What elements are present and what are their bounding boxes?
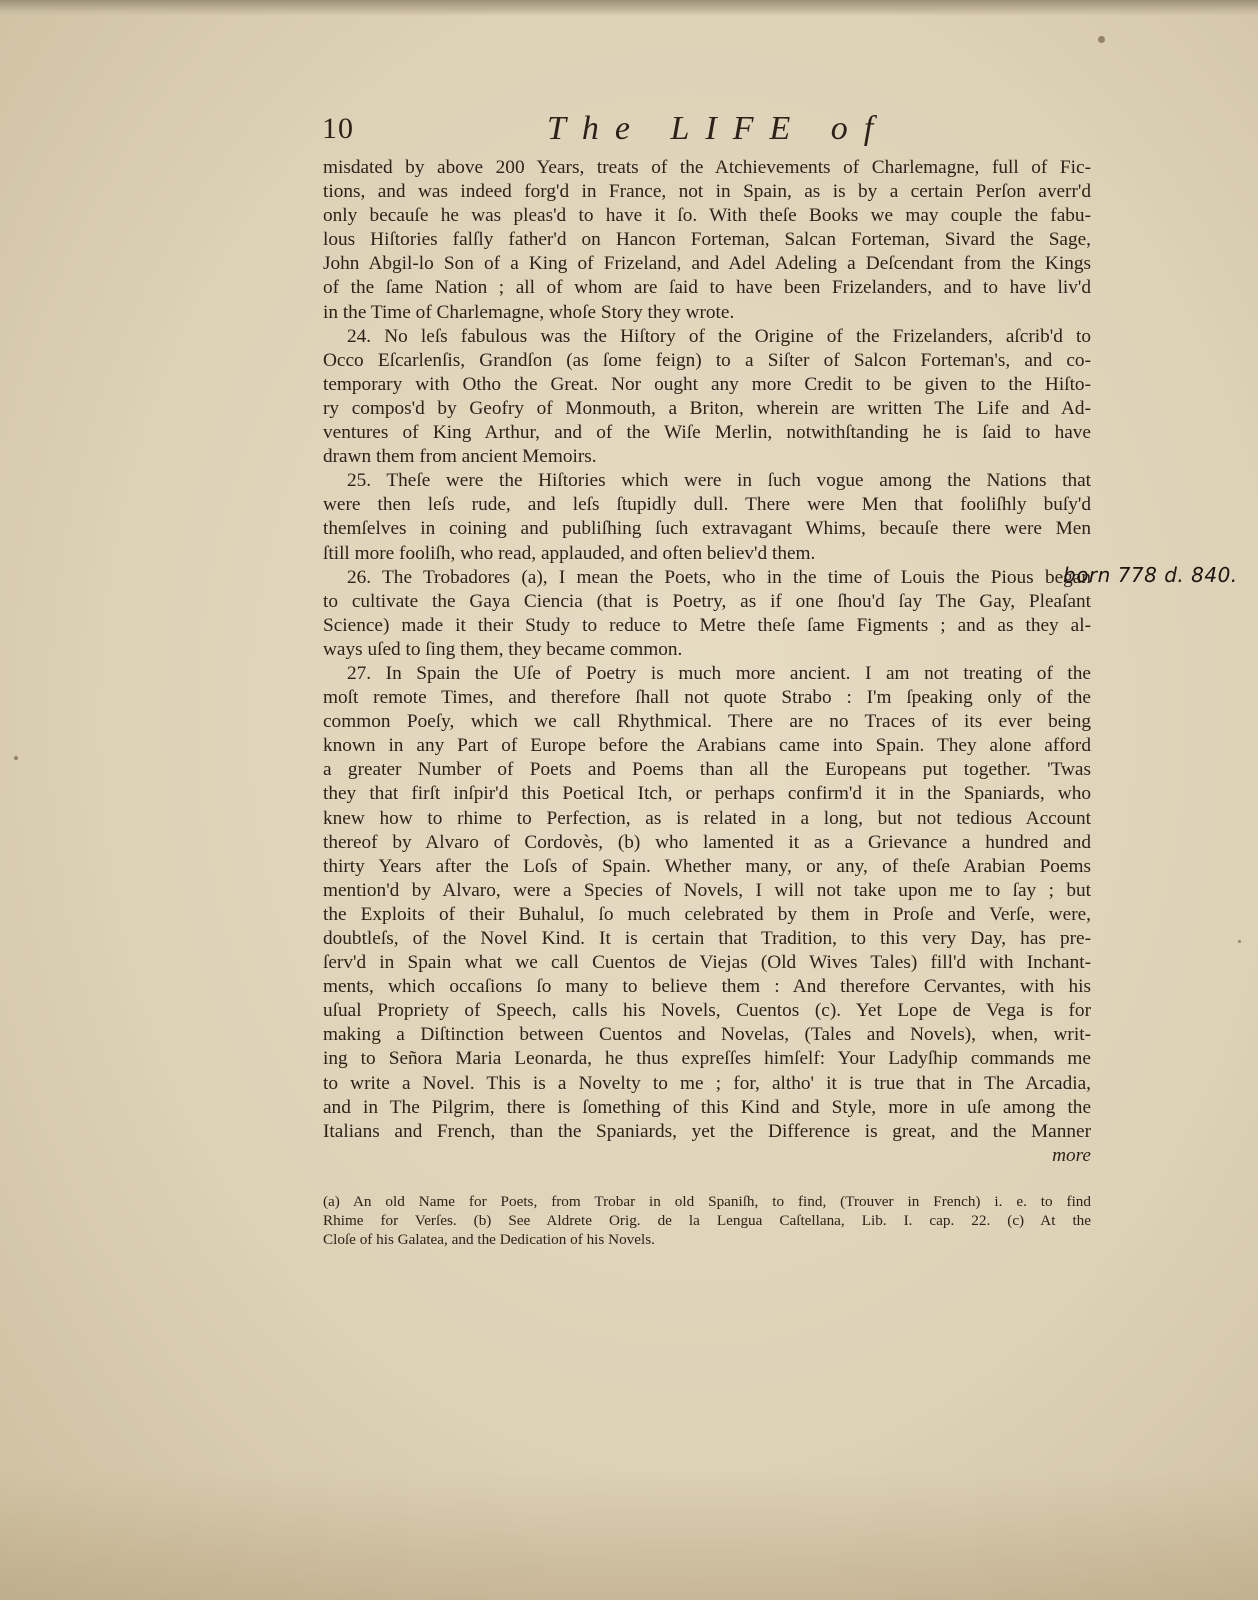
text-line: to cultivate the Gaya Ciencia (that is Poetry, as if one ſhou'd ſay The Gay, Pleaſant <box>323 590 1091 612</box>
text-line: Occo Eſcarlenſis, Grandſon (as ſome feign) to a Siſter of Salcon Forteman's, and co- <box>323 349 1091 371</box>
text-line: were then leſs rude, and leſs ſtupidly dull. There were Men that fooliſhly buſy'd <box>323 494 1091 516</box>
footnote-line: Cloſe of his Galatea, and the Dedication of his Novels. <box>323 1231 655 1248</box>
footnote-line: Rhime for Verſes. (b) See Aldrete Orig. de la Lengua Caſtellana, Lib. I. cap. 22. (c) At the <box>323 1212 1091 1229</box>
text-line: ſtill more fooliſh, who read, applauded, and often believ'd them. <box>323 542 816 564</box>
text-line: the Exploits of their Buhalul, ſo much celebrated by them in Proſe and Verſe, were, <box>323 903 1091 925</box>
text-line: ments, which occaſions ſo many to believe them : And therefore Cervantes, with his <box>323 976 1091 998</box>
text-line: ways uſed to ſing them, they became common. <box>323 638 683 660</box>
text-line: ventures of King Arthur, and of the Wiſe Merlin, notwithſtanding he is ſaid to have <box>323 422 1091 444</box>
text-line: in the Time of Charlemagne, whoſe Story they wrote. <box>323 301 735 323</box>
running-head-title: The LIFE of <box>547 110 890 147</box>
foxing-spot <box>1098 36 1105 43</box>
handwritten-marginalia: born 778 d. 840. <box>1063 563 1238 587</box>
text-line: a greater Number of Poets and Poems than all the Europeans put together. 'Twas <box>323 759 1091 781</box>
text-line: doubtleſs, of the Novel Kind. It is certain that Tradition, to this very Day, has pre- <box>323 928 1091 949</box>
text-line: tions, and was indeed forg'd in France, not in Spain, as is by a certain Perſon averr'd <box>323 181 1091 203</box>
footnotes <box>323 1192 1091 1249</box>
text-line: Italians and French, than the Spaniards, yet the Difference is great, and the Manner <box>323 1120 1091 1142</box>
page-bottom-shading <box>0 1470 1258 1600</box>
text-line: mention'd by Alvaro, were a Species of Novels, I will not take upon me to ſay ; but <box>323 879 1091 901</box>
text-line: ing to Señora Maria Leonarda, he thus expreſſes himſelf: Your Ladyſhip commands me <box>323 1048 1091 1070</box>
page-body <box>323 156 1091 1168</box>
text-line: to write a Novel. This is a Novelty to me ; for, altho' it is true that in The Arcadia, <box>323 1072 1091 1094</box>
paragraph-24 <box>323 325 1091 470</box>
text-line: ſerv'd in Spain what we call Cuentos de Viejas (Old Wives Tales) fill'd with Inchant- <box>323 952 1091 974</box>
text-line: John Abgil-lo Son of a King of Frizeland, and Adel Adeling a Deſcendant from the Kings <box>323 253 1091 275</box>
text-line-underlined-louis-the-pious: 26. The Trobadores (a), I mean the Poets, who in the time of Louis the Pious began <box>347 566 1091 588</box>
paragraph-26 <box>323 566 1091 662</box>
text-line: thereof by Alvaro of Cordovès, (b) who lamented it as a Grievance a hundred and <box>323 831 1091 853</box>
running-header <box>322 112 1082 158</box>
text-line: 24. No leſs fabulous was the Hiſtory of the Origine of the Frizelanders, aſcrib'd to <box>347 325 1091 347</box>
text-line: themſelves in coining and publiſhing ſuch extravagant Whims, becauſe there were Men <box>323 518 1091 540</box>
text-line: known in any Part of Europe before the Arabians came into Spain. They alone afford <box>323 735 1091 757</box>
text-line: lous Hiſtories falſly father'd on Hancon Forteman, Salcan Forteman, Sivard the Sage, <box>323 229 1091 251</box>
text-line: thirty Years after the Loſs of Spain. Whether many, or any, of theſe Arabian Poems <box>323 855 1091 877</box>
paragraph-25 <box>323 469 1091 565</box>
text-line: ry compos'd by Geofry of Monmouth, a Briton, wherein are written The Life and Ad- <box>323 397 1091 419</box>
catchword-text: more <box>1052 1144 1091 1166</box>
footnote-line: (a) An old Name for Poets, from Trobar in old Spaniſh, to find, (Trouver in French) i. e. to find <box>323 1193 1091 1210</box>
page-number: 10 <box>322 112 354 145</box>
foxing-spot <box>14 756 18 760</box>
text-line: 27. In Spain the Uſe of Poetry is much more ancient. I am not treating of the <box>347 662 1091 684</box>
text-line: and in The Pilgrim, there is ſomething of this Kind and Style, more in uſe among the <box>323 1096 1091 1118</box>
text-line: common Poeſy, which we call Rhythmical. There are no Traces of its ever being <box>323 711 1091 733</box>
catchword <box>323 1144 1091 1168</box>
foxing-spot <box>1238 940 1241 943</box>
text-line: they that firſt inſpir'd this Poetical Itch, or perhaps confirm'd it in the Spaniards, who <box>323 783 1091 805</box>
text-line: misdated by above 200 Years, treats of the Atchievements of Charlemagne, full of Fic- <box>323 157 1091 178</box>
paragraph-27 <box>323 662 1091 1144</box>
text-line: making a Diſtinction between Cuentos and Novelas, (Tales and Novels), when, writ- <box>323 1024 1091 1046</box>
text-line: only becauſe he was pleas'd to have it ſo. With theſe Books we may couple the fabu- <box>323 205 1091 227</box>
text-line: drawn them from ancient Memoirs. <box>323 446 597 468</box>
text-line: of the ſame Nation ; all of whom are ſaid to have been Frizelanders, and to have liv'd <box>323 277 1091 299</box>
page-top-edge <box>0 0 1258 16</box>
text-line: 25. Theſe were the Hiſtories which were in ſuch vogue among the Nations that <box>347 470 1091 492</box>
text-line: knew how to rhime to Perfection, as is related in a long, but not tedious Account <box>323 807 1091 829</box>
text-line: Science) made it their Study to reduce to Metre theſe ſame Figments ; and as they al- <box>323 614 1091 636</box>
text-line: temporary with Otho the Great. Nor ought any more Credit to be given to the Hiſto- <box>323 373 1091 395</box>
text-line: uſual Propriety of Speech, calls his Novels, Cuentos (c). Yet Lope de Vega is for <box>323 1000 1091 1022</box>
text-line: moſt remote Times, and therefore ſhall not quote Strabo : I'm ſpeaking only of the <box>323 687 1091 709</box>
paragraph-23-continued <box>323 156 1091 325</box>
